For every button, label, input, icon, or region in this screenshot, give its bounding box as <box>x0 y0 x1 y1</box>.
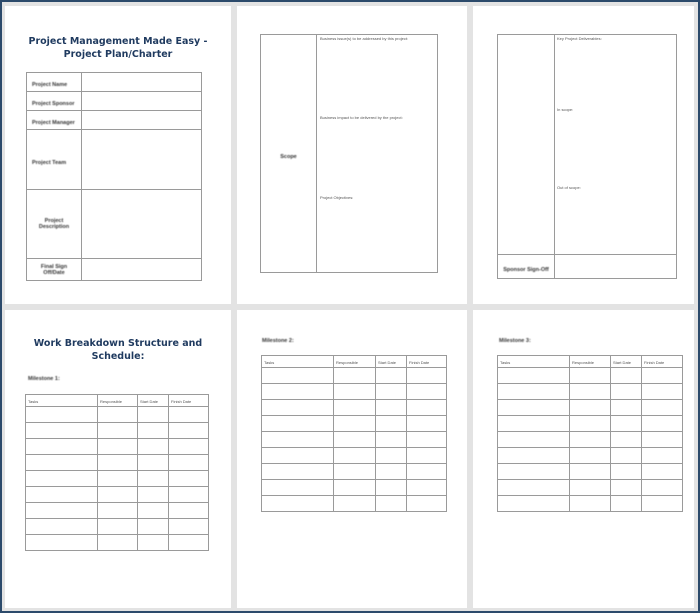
page-milestone-3[interactable] <box>473 310 694 608</box>
cell-value[interactable] <box>82 259 202 281</box>
table-row <box>26 503 209 519</box>
deliverables-note: Key Project Deliverables: <box>557 36 602 41</box>
title-line-2: Schedule: <box>91 351 145 362</box>
table-row <box>262 384 447 400</box>
cell-value[interactable] <box>82 111 202 130</box>
row-label: Project Sponsor <box>32 101 75 107</box>
table-row <box>26 519 209 535</box>
column-header: Responsible <box>100 399 123 404</box>
table-row <box>26 487 209 503</box>
table-row <box>498 384 683 400</box>
milestone-label: Milestone 3: <box>499 338 531 344</box>
column-header: Finish Date <box>171 399 192 404</box>
table-row <box>498 35 677 255</box>
page-deliverables[interactable] <box>473 6 694 304</box>
scope-table <box>260 34 438 273</box>
column-header: Start Date <box>613 360 632 365</box>
table-row <box>498 368 683 384</box>
table-row <box>27 73 202 92</box>
column-header: Responsible <box>572 360 595 365</box>
table-row <box>27 259 202 281</box>
cell-value[interactable] <box>82 130 202 190</box>
table-row <box>262 368 447 384</box>
table-row <box>26 535 209 551</box>
milestone-label: Milestone 2: <box>262 338 294 344</box>
table-row <box>498 432 683 448</box>
scope-label: Scope <box>280 153 297 160</box>
table-row <box>498 400 683 416</box>
column-header: Finish Date <box>409 360 430 365</box>
scope-note: Project Objectives: <box>320 195 354 200</box>
page-title <box>15 337 221 363</box>
table-row <box>262 416 447 432</box>
row-label: Project Description <box>38 218 70 230</box>
table-header-row <box>262 356 447 368</box>
table-row <box>262 400 447 416</box>
table-row <box>498 496 683 512</box>
table-header-row <box>498 356 683 368</box>
table-row <box>262 432 447 448</box>
column-header: Responsible <box>336 360 359 365</box>
cell-value[interactable] <box>82 190 202 259</box>
deliverables-cell[interactable] <box>555 35 677 255</box>
table-row <box>27 130 202 190</box>
cell-value[interactable] <box>555 255 677 279</box>
cell-value[interactable] <box>82 73 202 92</box>
deliverables-table <box>497 34 677 279</box>
table-row <box>498 416 683 432</box>
column-header: Tasks <box>500 360 511 365</box>
page-milestone-2[interactable] <box>237 310 467 608</box>
table-row <box>26 455 209 471</box>
scope-content-cell[interactable] <box>317 35 438 273</box>
milestone-label: Milestone 1: <box>28 376 60 382</box>
column-header: Tasks <box>28 399 39 404</box>
wbs-table <box>497 355 683 512</box>
table-row <box>261 35 438 273</box>
page-project-charter[interactable] <box>5 6 231 304</box>
table-row <box>498 448 683 464</box>
table-row <box>26 471 209 487</box>
column-header: Start Date <box>140 399 159 404</box>
deliverables-note: In scope: <box>557 107 574 112</box>
row-label: Final Sign Off/Date <box>40 263 68 276</box>
column-header: Tasks <box>264 360 275 365</box>
sponsor-label: Sponsor Sign-Off <box>503 266 549 273</box>
table-row <box>27 92 202 111</box>
table-row <box>262 448 447 464</box>
title-line-2: Project Plan/Charter <box>63 49 173 60</box>
table-row <box>26 423 209 439</box>
table-row <box>498 464 683 480</box>
column-header: Finish Date <box>644 360 665 365</box>
row-label: Project Manager <box>32 120 75 126</box>
page-scope[interactable] <box>237 6 467 304</box>
row-label: Project Name <box>32 82 68 88</box>
table-row <box>27 190 202 259</box>
table-row <box>27 111 202 130</box>
table-header-row <box>26 395 209 407</box>
cell-value[interactable] <box>82 92 202 111</box>
row-label: Project Team <box>32 159 67 166</box>
wbs-table <box>261 355 447 512</box>
wbs-table <box>25 394 209 551</box>
table-row <box>262 480 447 496</box>
deliverables-note: Out of scope: <box>557 185 581 190</box>
table-row <box>26 407 209 423</box>
table-row <box>498 480 683 496</box>
table-row <box>262 496 447 512</box>
title-line-1: Project Management Made Easy - <box>28 36 208 47</box>
column-header: Start Date <box>378 360 397 365</box>
page-wbs-schedule[interactable] <box>5 310 231 608</box>
page-title <box>15 35 221 61</box>
table-row <box>262 464 447 480</box>
scope-note: Business issue(s) to be addressed by this project: <box>320 36 409 41</box>
charter-table <box>26 72 202 281</box>
table-row <box>26 439 209 455</box>
title-line-1: Work Breakdown Structure and <box>33 338 203 349</box>
scope-note: Business impact to be delivered by the project: <box>320 115 403 120</box>
table-row <box>498 255 677 279</box>
